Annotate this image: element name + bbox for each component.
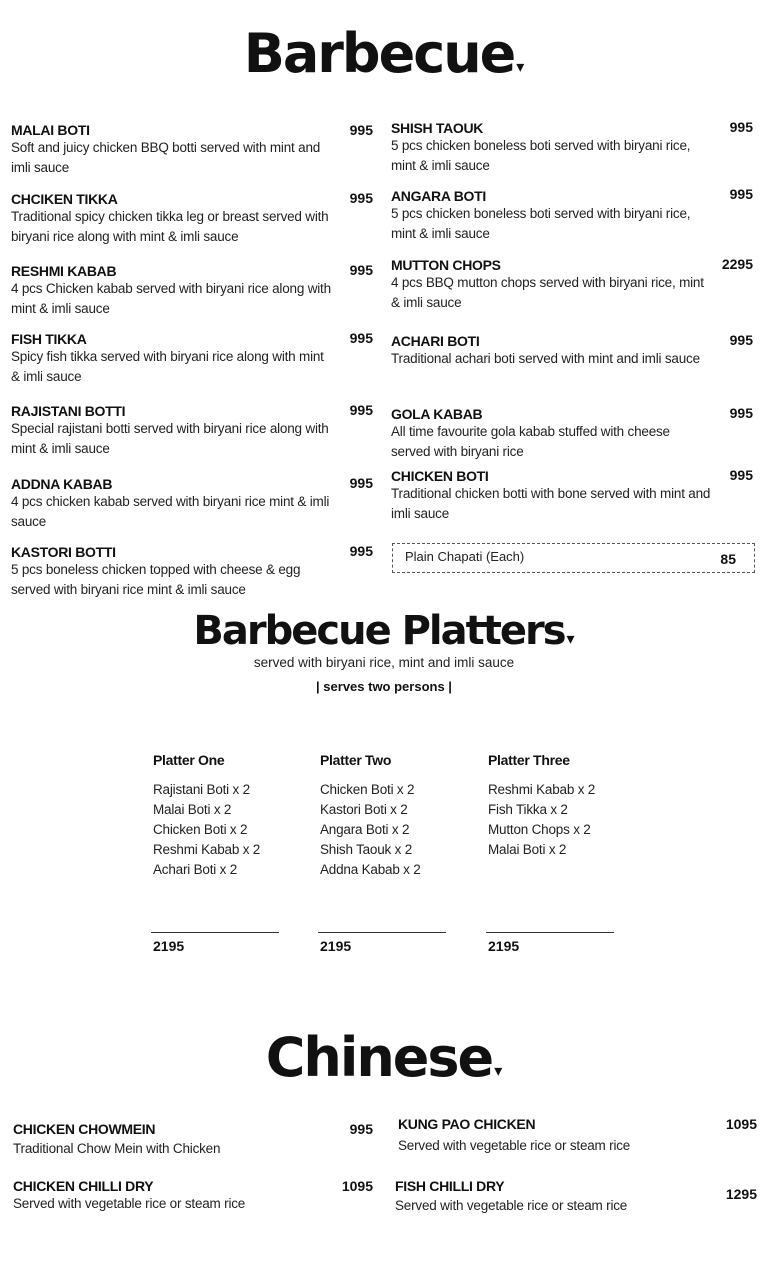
- item-name: CHCIKEN TIKKA: [11, 191, 118, 207]
- price-divider: [486, 932, 614, 933]
- platters-title-text: Barbecue Platters: [193, 608, 565, 654]
- item-name: CHICKEN CHOWMEIN: [13, 1121, 156, 1137]
- item-price: 1095: [341, 1178, 373, 1194]
- menu-item-malai-boti: [11, 122, 331, 178]
- item-desc: 4 pcs BBQ mutton chops served with biryani rice, mint & imli sauce: [391, 275, 704, 310]
- menu-item-kung-pao-chicken: [398, 1116, 698, 1156]
- item-price: 995: [349, 122, 373, 138]
- platter-one: [153, 752, 303, 954]
- item-price: 995: [349, 402, 373, 418]
- item-name: KASTORI BOTTI: [11, 544, 116, 560]
- platters-subtitle: served with biryani rice, mint and imli sauce: [253, 655, 515, 670]
- item-price: 995: [729, 332, 753, 348]
- item-price: 1295: [725, 1186, 757, 1202]
- platters-serves: | serves two persons |: [316, 679, 452, 694]
- platter-item: Reshmi Kabab x 2: [153, 842, 261, 857]
- platter-item: Addna Kabab x 2: [320, 862, 421, 877]
- platters-title: [0, 608, 768, 654]
- item-desc: Served with vegetable rice or steam rice: [13, 1196, 246, 1211]
- item-name: CHICKEN CHILLI DRY: [13, 1178, 154, 1194]
- menu-item-fish-chilli-dry: [395, 1178, 695, 1216]
- menu-item-addna-kabab: [11, 476, 336, 532]
- platter-title: Platter Two: [320, 752, 392, 768]
- item-price: 1095: [725, 1116, 757, 1132]
- caret-down-icon: ▾: [516, 57, 525, 76]
- item-price: 995: [349, 190, 373, 206]
- price-divider: [151, 932, 279, 933]
- item-price: 2295: [721, 256, 753, 272]
- item-desc: Traditional Chow Mein with Chicken: [13, 1141, 221, 1156]
- menu-item-gola-kabab: [391, 406, 706, 462]
- item-price: 995: [349, 1121, 373, 1137]
- item-name: KUNG PAO CHICKEN: [398, 1116, 536, 1132]
- menu-item-reshmi-kabab: [11, 263, 336, 319]
- platter-price: 2195: [488, 938, 520, 954]
- platter-item: Shish Taouk x 2: [320, 842, 413, 857]
- menu-item-chciken-tikka: [11, 191, 336, 247]
- platter-three: [488, 752, 638, 954]
- item-name: ANGARA BOTI: [391, 188, 486, 204]
- item-price: 995: [729, 467, 753, 483]
- platter-items: [153, 780, 303, 880]
- plain-chapati-box: [392, 543, 755, 573]
- item-desc: Served with vegetable rice or steam rice: [395, 1198, 628, 1213]
- item-price: 995: [729, 405, 753, 421]
- menu-item-rajistani-botti: [11, 403, 336, 459]
- item-price: 995: [729, 119, 753, 135]
- chinese-title-text: Chinese: [265, 1026, 493, 1089]
- platter-item: Chicken Boti x 2: [153, 822, 248, 837]
- platter-item: Chicken Boti x 2: [320, 782, 415, 797]
- item-desc: Served with vegetable rice or steam rice: [398, 1138, 631, 1153]
- menu-item-shish-taouk: [391, 120, 716, 176]
- item-desc: Traditional chicken botti with bone served with mint and imli sauce: [391, 486, 711, 521]
- platter-title: Platter One: [153, 752, 225, 768]
- platter-item: Rajistani Boti x 2: [153, 782, 250, 797]
- item-desc: All time favourite gola kabab stuffed with cheese served with biryani rice: [391, 424, 670, 459]
- menu-item-chicken-chilli-dry: [13, 1178, 343, 1214]
- item-name: ACHARI BOTI: [391, 333, 480, 349]
- item-price: 995: [349, 543, 373, 559]
- menu-item-achari-boti: [391, 333, 701, 369]
- caret-down-icon: ▾: [494, 1061, 503, 1080]
- platter-item: Reshmi Kabab x 2: [488, 782, 596, 797]
- item-name: GOLA KABAB: [391, 406, 483, 422]
- item-name: ADDNA KABAB: [11, 476, 113, 492]
- item-desc: 4 pcs chicken kabab served with biryani rice mint & imli sauce: [11, 494, 330, 529]
- platter-item: Malai Boti x 2: [488, 842, 567, 857]
- item-price: 995: [349, 262, 373, 278]
- platter-item: Achari Boti x 2: [153, 862, 238, 877]
- item-name: CHICKEN BOTI: [391, 468, 489, 484]
- platter-items: [320, 780, 470, 880]
- item-name: SHISH TAOUK: [391, 120, 484, 136]
- item-desc: 5 pcs chicken boneless boti served with biryani rice, mint & imli sauce: [391, 138, 691, 173]
- platter-price: 2195: [320, 938, 352, 954]
- chapati-price: 85: [720, 551, 736, 567]
- platter-items: [488, 780, 638, 860]
- item-desc: Special rajistani botti served with biryani rice along with mint & imli sauce: [11, 421, 329, 456]
- item-price: 995: [729, 186, 753, 202]
- platter-item: Fish Tikka x 2: [488, 802, 568, 817]
- barbecue-title-text: Barbecue: [243, 22, 515, 85]
- platter-item: Malai Boti x 2: [153, 802, 232, 817]
- chapati-label: Plain Chapati (Each): [405, 549, 525, 564]
- menu-item-mutton-chops: [391, 257, 716, 313]
- item-name: MUTTON CHOPS: [391, 257, 501, 273]
- item-desc: 5 pcs boneless chicken topped with cheese & egg served with biryani rice mint & imli sauce: [11, 562, 301, 597]
- chinese-title: [0, 1026, 768, 1089]
- platter-title: Platter Three: [488, 752, 570, 768]
- platter-price: 2195: [153, 938, 185, 954]
- menu-item-chicken-chowmein: [13, 1121, 343, 1159]
- item-desc: Soft and juicy chicken BBQ botti served with mint and imli sauce: [11, 140, 321, 175]
- menu-item-kastori-botti: [11, 544, 341, 600]
- menu-item-angara-boti: [391, 188, 716, 244]
- item-desc: 5 pcs chicken boneless boti served with biryani rice, mint & imli sauce: [391, 206, 691, 241]
- item-name: RAJISTANI BOTTI: [11, 403, 126, 419]
- item-price: 995: [349, 330, 373, 346]
- item-name: FISH CHILLI DRY: [395, 1178, 505, 1194]
- item-desc: Traditional spicy chicken tikka leg or breast served with biryani rice along with mint & imli sauce: [11, 209, 329, 244]
- price-divider: [318, 932, 446, 933]
- menu-item-chicken-boti: [391, 468, 721, 524]
- platter-item: Mutton Chops x 2: [488, 822, 591, 837]
- item-name: RESHMI KABAB: [11, 263, 117, 279]
- item-desc: Spicy fish tikka served with biryani rice along with mint & imli sauce: [11, 349, 324, 384]
- item-name: MALAI BOTI: [11, 122, 90, 138]
- platter-two: [320, 752, 470, 954]
- menu-item-fish-tikka: [11, 331, 336, 387]
- barbecue-title: [0, 22, 768, 85]
- item-desc: Traditional achari boti served with mint and imli sauce: [391, 351, 700, 366]
- platter-item: Kastori Boti x 2: [320, 802, 408, 817]
- item-desc: 4 pcs Chicken kabab served with biryani rice along with mint & imli sauce: [11, 281, 331, 316]
- platter-item: Angara Boti x 2: [320, 822, 410, 837]
- item-price: 995: [349, 475, 373, 491]
- item-name: FISH TIKKA: [11, 331, 87, 347]
- caret-down-icon: ▾: [566, 629, 575, 648]
